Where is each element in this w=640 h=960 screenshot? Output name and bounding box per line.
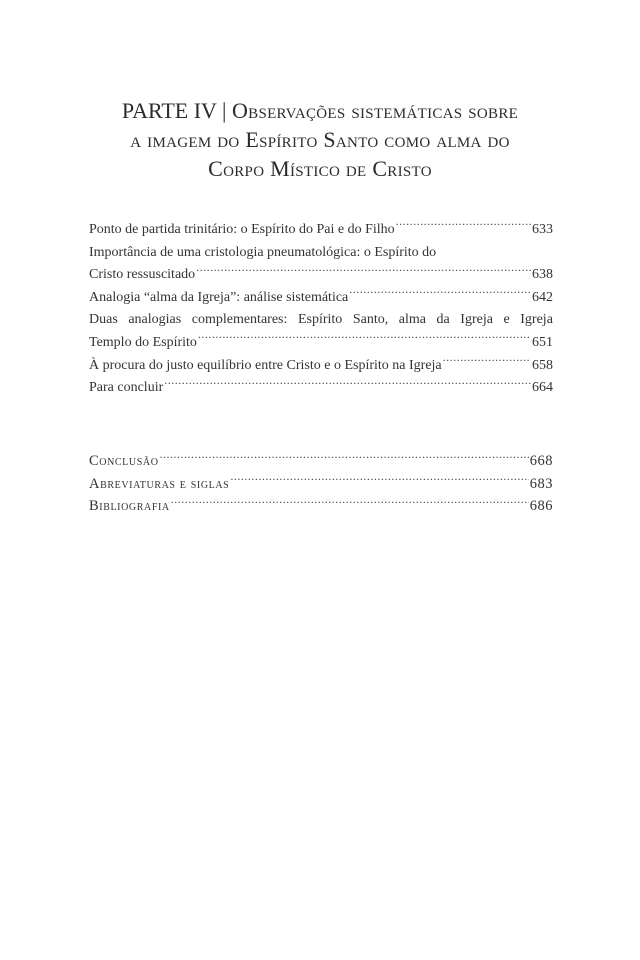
toc-entry[interactable] [89, 309, 553, 354]
dot-leader [396, 219, 531, 233]
word: da [436, 312, 450, 328]
toc-entry-title-line-1 [89, 309, 553, 332]
toc-entry[interactable] [89, 219, 553, 242]
back-matter-entry[interactable] [89, 495, 553, 518]
dot-leader [230, 473, 528, 488]
back-matter-entry[interactable] [89, 473, 553, 496]
table-of-contents [89, 219, 553, 400]
word: analogias [128, 312, 182, 328]
back-matter-page: 686 [529, 498, 553, 514]
word: Santo, [352, 312, 389, 328]
toc-entry[interactable] [89, 242, 553, 287]
toc-entry-page: 658 [532, 357, 553, 373]
part-label: PARTE IV | [121, 98, 227, 123]
dot-leader [198, 332, 531, 346]
back-matter-title: Abreviaturas e siglas [89, 475, 230, 492]
toc-entry[interactable] [89, 287, 553, 310]
toc-entry-title: Templo do Espírito [89, 334, 197, 350]
word: alma [398, 312, 426, 328]
word: complementares: [191, 312, 288, 328]
toc-entry-title: Cristo ressuscitado [89, 267, 196, 283]
toc-entry-page: 664 [532, 380, 553, 396]
back-matter-title: Bibliografia [89, 498, 170, 514]
back-matter-list [89, 450, 553, 518]
word: Duas [89, 312, 118, 328]
back-matter-page: 668 [529, 453, 553, 469]
toc-entry-title-line-1: Importância de uma cristologia pneumatológica: o Espírito do [89, 244, 437, 260]
dot-leader [196, 264, 531, 278]
word: e [503, 312, 510, 328]
toc-entry-title: Ponto de partida trinitário: o Espírito do Pai e do Filho [89, 222, 395, 237]
dot-leader [171, 496, 529, 511]
part-title-line-2: a imagem do Espírito Santo como alma do [130, 127, 510, 152]
back-matter-page: 683 [529, 475, 553, 492]
part-title-line-1: Observações sistemáticas sobre [231, 98, 519, 123]
word: Igreja [520, 312, 553, 328]
dot-leader [160, 451, 529, 466]
part-title-line-3: Corpo Místico de Cristo [208, 156, 432, 181]
toc-entry[interactable] [89, 355, 553, 378]
dot-leader [164, 377, 531, 391]
toc-entry-page: 642 [532, 289, 553, 305]
toc-entry-title: Para concluir [89, 380, 164, 396]
word: Igreja [460, 312, 493, 328]
toc-entry-title: À procura do justo equilíbrio entre Cristo e o Espírito na Igreja [89, 357, 442, 373]
toc-entry-page: 638 [532, 267, 553, 283]
back-matter-entry[interactable] [89, 450, 553, 473]
back-matter-title: Conclusão [89, 453, 159, 469]
toc-entry-page: 651 [532, 334, 553, 350]
toc-entry[interactable] [89, 377, 553, 400]
part-heading-line-1 [60, 96, 580, 125]
dot-leader [443, 355, 531, 369]
part-heading [60, 96, 580, 183]
toc-entry-page: 633 [532, 222, 553, 237]
toc-entry-title: Analogia “alma da Igreja”: análise sistemática [89, 289, 349, 305]
dot-leader [349, 287, 531, 301]
word: Espírito [297, 312, 343, 328]
